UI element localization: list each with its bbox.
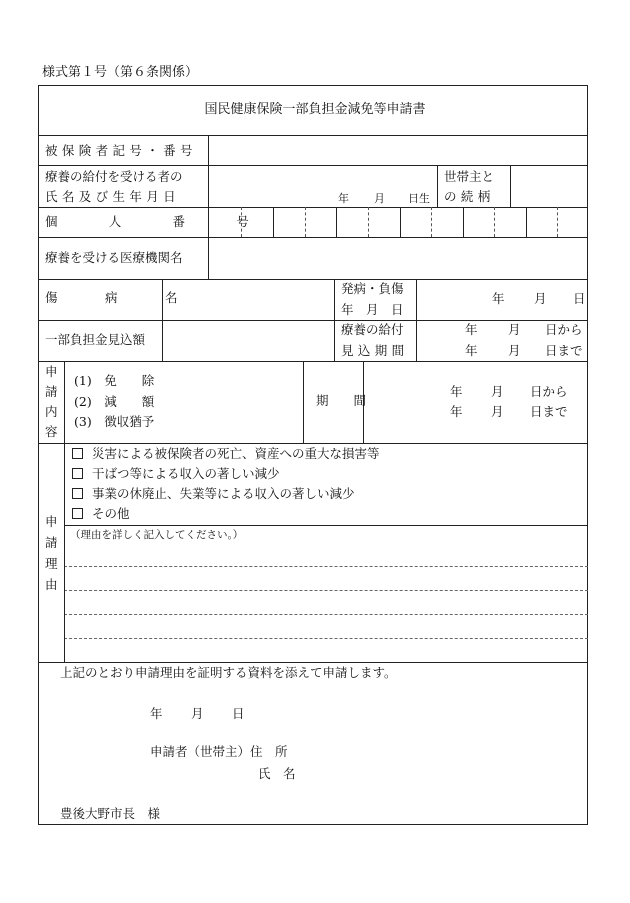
birth-year-unit: 年 <box>338 192 349 205</box>
application-option-reduction[interactable]: (2) 減 額 <box>74 394 155 409</box>
birth-month-unit: 月 <box>374 192 385 205</box>
divider <box>38 662 588 663</box>
divider <box>38 361 588 362</box>
relation-field[interactable] <box>511 166 587 207</box>
recipient-name-field[interactable] <box>209 166 436 207</box>
application-to-year: 年 <box>450 404 463 419</box>
insured-number-label: 被保険者記号・番号 <box>45 143 197 158</box>
reason-option-business-closure[interactable] <box>72 488 355 501</box>
application-label-char: 請 <box>45 384 58 399</box>
disease-label: 傷 病 名 <box>45 290 186 305</box>
reason-detail-field[interactable] <box>65 544 587 661</box>
relation-label-line1: 世帯主と <box>444 169 495 184</box>
application-label-char: 申 <box>45 364 58 379</box>
onset-label-line1: 発病・負傷 <box>341 281 404 296</box>
divider <box>38 443 588 444</box>
recipient-label-line2: 氏名及び生年月日 <box>45 189 181 204</box>
column-rule <box>437 165 438 207</box>
individual-number-field[interactable] <box>209 208 587 237</box>
insured-number-field[interactable] <box>209 136 587 165</box>
period-label-line2: 見込期間 <box>341 343 409 358</box>
onset-year-unit: 年 <box>492 291 505 306</box>
column-rule <box>334 279 335 361</box>
checkbox[interactable] <box>72 448 83 459</box>
column-rule <box>303 361 304 443</box>
reason-label-char: 理 <box>45 556 58 571</box>
onset-label-line2: 年 月 日 <box>341 302 404 317</box>
period-from-suffix: 日から <box>545 322 583 337</box>
reason-detail-note: （理由を詳しく記入してください。） <box>70 529 244 541</box>
reason-option-other[interactable] <box>72 508 130 521</box>
declaration-date-year: 年 <box>150 706 163 721</box>
reason-label-char: 請 <box>45 535 58 550</box>
reason-option-label: 事業の休廃止、失業等による収入の著しい減少 <box>92 486 355 501</box>
applicant-address-label: 申請者（世帯主）住 所 <box>150 744 288 759</box>
reason-option-label: 干ばつ等による収入の著しい減少 <box>92 466 280 481</box>
reason-label-char: 申 <box>45 514 58 529</box>
declaration-date-day: 日 <box>232 706 245 721</box>
institution-label: 療養を受ける医療機関名 <box>45 250 183 265</box>
recipient-label-line1: 療養の給付を受ける者の <box>45 169 183 184</box>
period-to-year: 年 <box>465 343 478 358</box>
application-period-label: 期 間 <box>316 393 373 408</box>
declaration-statement: 上記のとおり申請理由を証明する資料を添えて申請します。 <box>60 665 397 680</box>
application-label-char: 容 <box>45 424 58 439</box>
application-from-month: 月 <box>491 384 504 399</box>
reason-option-label: 災害による被保険者の死亡、資産への重大な損害等 <box>92 446 380 461</box>
application-from-suffix: 日から <box>530 384 568 399</box>
application-option-deferral[interactable]: (3) 徴収猶予 <box>74 414 155 429</box>
reason-option-disaster[interactable] <box>72 448 380 461</box>
application-to-month: 月 <box>491 404 504 419</box>
period-to-suffix: 日まで <box>545 343 583 358</box>
application-to-suffix: 日まで <box>530 404 568 419</box>
applicant-name-label: 氏 名 <box>258 766 296 781</box>
period-from-year: 年 <box>465 322 478 337</box>
form-title: 国民健康保険一部負担金減免等申請書 <box>204 102 426 117</box>
birth-day-unit: 日生 <box>408 192 430 205</box>
period-from-month: 月 <box>508 322 521 337</box>
declaration-date-month: 月 <box>191 706 204 721</box>
period-label-line1: 療養の給付 <box>341 322 404 337</box>
divider <box>64 525 588 526</box>
applicant-name-field[interactable] <box>300 764 580 784</box>
application-label-char: 内 <box>45 404 58 419</box>
applicant-address-field[interactable] <box>300 742 580 762</box>
individual-number-label: 個 人 番 号 <box>45 214 269 229</box>
period-to-month: 月 <box>508 343 521 358</box>
onset-month-unit: 月 <box>534 291 547 306</box>
relation-label-line2: の続柄 <box>444 189 495 204</box>
application-from-year: 年 <box>450 384 463 399</box>
column-rule <box>416 279 417 361</box>
reason-option-label: その他 <box>92 506 130 521</box>
estimate-label: 一部負担金見込額 <box>45 332 146 347</box>
reason-label-char: 由 <box>45 577 58 592</box>
institution-field[interactable] <box>209 238 587 279</box>
form-number: 様式第１号（第６条関係） <box>42 65 199 80</box>
checkbox[interactable] <box>72 468 83 479</box>
checkbox[interactable] <box>72 508 83 519</box>
checkbox[interactable] <box>72 488 83 499</box>
disease-field[interactable] <box>163 280 333 320</box>
onset-day-unit: 日 <box>573 291 586 306</box>
estimate-field[interactable] <box>163 321 333 361</box>
addressee: 豊後大野市長 様 <box>60 806 161 821</box>
application-option-exemption[interactable]: (1) 免 除 <box>74 373 155 388</box>
reason-option-drought[interactable] <box>72 468 280 481</box>
